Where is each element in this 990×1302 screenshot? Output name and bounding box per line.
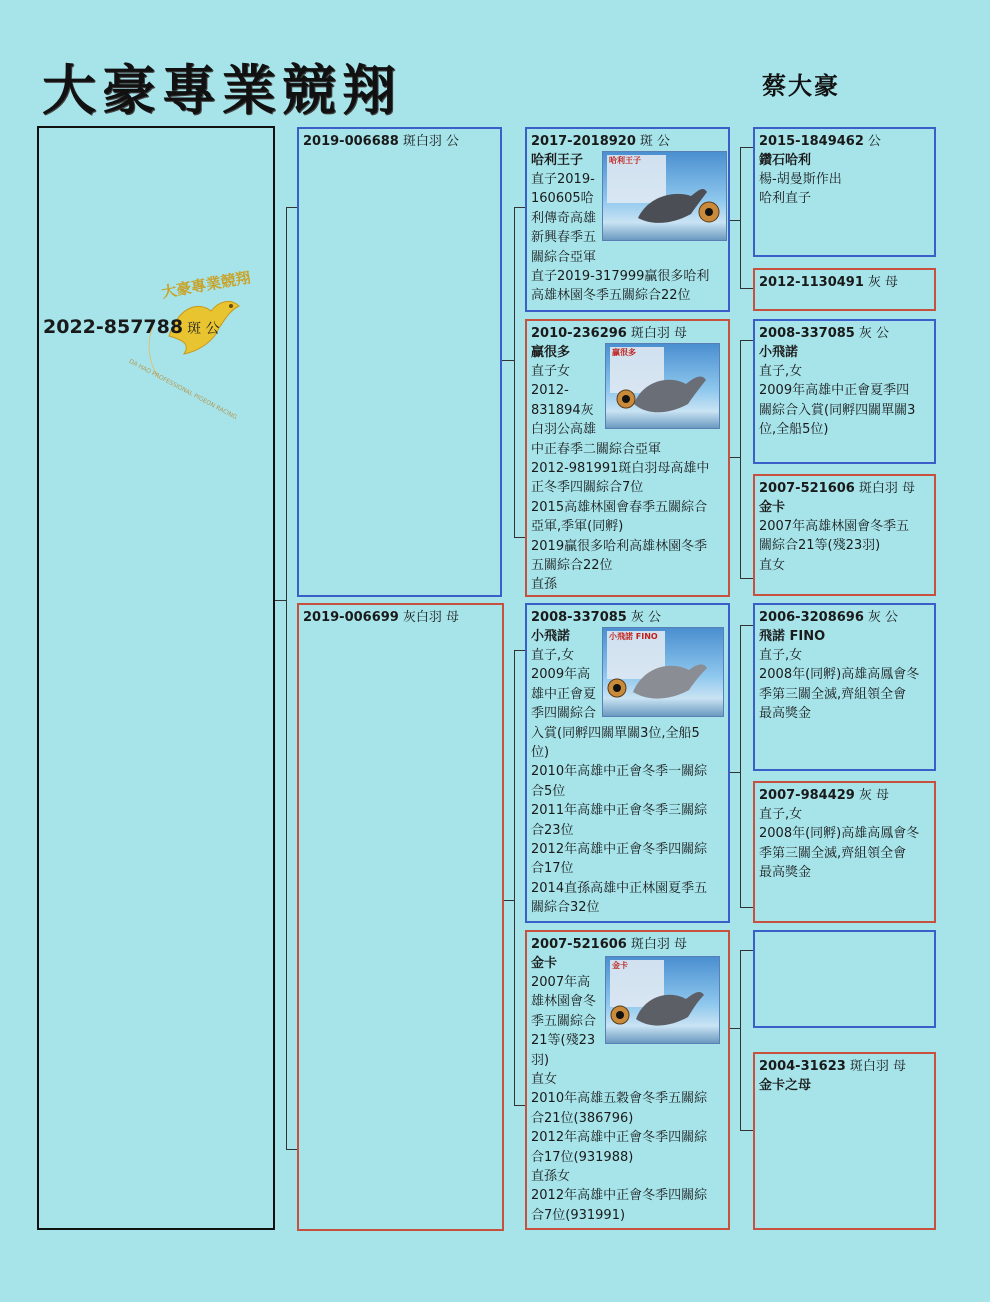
connector (740, 340, 741, 578)
text-line: 2012年高雄中正會冬季四關綜 (531, 1130, 708, 1146)
text-line: 2010年高雄中正會冬季一關綜 (531, 764, 708, 780)
pigeon-photo-icon (603, 628, 724, 717)
text-line: 160605哈 (531, 191, 594, 207)
dam-dam-meta: 斑白羽 母 (630, 937, 687, 952)
dam-dam-photo-label: 金卡 (612, 961, 628, 970)
connector (514, 650, 515, 1105)
ggp-meta: 灰 母 (858, 788, 889, 803)
connector (514, 1105, 525, 1106)
text-line: 直子,女 (759, 364, 803, 379)
connector (504, 900, 514, 901)
text-line: 雄林園會冬 (531, 994, 597, 1010)
text-line: 2007年高 (531, 975, 591, 990)
ggp-box-8 (753, 1052, 936, 1230)
text-line: 直子女 (531, 364, 571, 379)
sire-header (299, 129, 500, 154)
text-line: 位) (531, 745, 550, 761)
sire-ring: 2019-006688 (303, 134, 399, 149)
pigeon-photo-icon (606, 957, 720, 1044)
connector (740, 950, 741, 1130)
text-line: 合21位(386796) (531, 1110, 634, 1126)
subject-header (43, 318, 220, 339)
ggp-name: 金卡 (759, 500, 786, 515)
ggp-lines (759, 517, 930, 575)
text-line: 831894灰 (531, 402, 594, 418)
dam-ring: 2019-006699 (303, 610, 399, 625)
sire-dam-name: 贏很多 (531, 345, 571, 360)
connector (730, 457, 740, 458)
ggp-ring: 2012-1130491 (759, 275, 864, 290)
text-line: 2007年高雄林園會冬季五 (759, 519, 910, 534)
ggp-name: 飛諾 FINO (759, 629, 826, 644)
text-line: 直子2019- (531, 172, 595, 187)
text-line: 季第三關全滅,齊組領全會 (759, 845, 907, 861)
sire-sire-box (525, 127, 730, 312)
sire-dam-photo-label: 贏很多 (612, 348, 636, 357)
ggp-meta: 斑白羽 母 (858, 481, 915, 496)
ggp-name: 金卡之母 (759, 1078, 812, 1093)
dam-sire-meta: 灰 公 (630, 610, 661, 625)
text-line: 直孫女 (531, 1169, 571, 1185)
text-line: 中正春季二關綜合亞軍 (531, 441, 662, 457)
ggp-box-1 (753, 127, 936, 257)
text-line: 直女 (531, 1072, 558, 1088)
ggp-meta: 灰 母 (867, 275, 899, 290)
sire-box (297, 127, 502, 597)
text-line: 直孫 (531, 577, 558, 593)
text-line: 正冬季四關綜合7位 (531, 480, 644, 496)
text-line: 雄中正會夏 (531, 686, 597, 702)
connector (275, 600, 286, 601)
subject-meta: 斑 公 (187, 321, 220, 337)
ggp-meta: 斑白羽 母 (849, 1059, 906, 1074)
ggp-box-2 (753, 268, 936, 311)
connector (740, 288, 753, 289)
subject-ring: 2022-857788 (43, 316, 184, 338)
owner-name: 蔡大豪 (762, 71, 840, 100)
connector (286, 207, 297, 208)
text-line: 直子2019-317999贏很多哈利 (531, 269, 710, 285)
text-line: 2012年高雄中正會冬季四關綜 (531, 1188, 708, 1204)
connector (740, 1130, 753, 1131)
dam-dam-ring: 2007-521606 (531, 937, 627, 952)
text-line: 利傳奇高雄 (531, 210, 597, 226)
sire-dam-photo (605, 343, 720, 429)
text-line: 五關綜合22位 (531, 558, 613, 574)
ggp-ring: 2015-1849462 (759, 134, 864, 149)
text-line: 2009年高雄中正會夏季四 (759, 383, 910, 399)
text-line: 季四關綜合 (531, 706, 597, 722)
subject-box (37, 126, 275, 1230)
ggp-ring: 2006-3208696 (759, 610, 864, 625)
ggp-lines (759, 646, 930, 724)
connector (286, 1149, 297, 1150)
ggp-lines (759, 170, 930, 209)
text-line: 2011年高雄中正會冬季三關綜 (531, 803, 708, 819)
text-line: 2009年高 (531, 667, 591, 683)
sire-dam-meta: 斑白羽 母 (630, 326, 687, 341)
text-line: 關綜合21等(殘23羽) (759, 538, 881, 554)
dam-sire-ring: 2008-337085 (531, 610, 627, 625)
text-line: 2010年高雄五穀會冬季五關綜 (531, 1091, 708, 1107)
text-line: 楊-胡曼斯作出 (759, 172, 842, 187)
connector (740, 147, 753, 148)
connector (730, 772, 740, 773)
text-line: 季五關綜合 (531, 1013, 597, 1029)
text-line: 2015高雄林園會春季五關綜合 (531, 499, 708, 515)
sire-sire-photo-label: 哈利王子 (609, 156, 641, 165)
text-line: 最高獎金 (759, 865, 812, 881)
text-line: 關綜合亞軍 (531, 249, 597, 265)
dam-meta: 灰白羽 母 (402, 610, 459, 625)
ggp-ring: 2007-984429 (759, 788, 855, 803)
connector (740, 625, 753, 626)
sire-sire-photo (602, 151, 727, 241)
text-line: 2019贏很多哈利高雄林園冬季 (531, 538, 708, 554)
ggp-ring: 2007-521606 (759, 481, 855, 496)
dam-header (299, 605, 502, 630)
sire-sire-name: 哈利王子 (531, 153, 584, 168)
connector (740, 950, 753, 951)
connector (740, 625, 741, 907)
ggp-lines (759, 362, 930, 440)
ggp-box-4 (753, 474, 936, 596)
sire-dam-box (525, 319, 730, 597)
pigeon-photo-icon (606, 344, 720, 429)
ggp-name: 鑽石哈利 (759, 153, 812, 168)
text-line: 關綜合入賞(同孵四關單關3 (759, 402, 916, 418)
connector (286, 207, 287, 1149)
sire-dam-ring: 2010-236296 (531, 326, 627, 341)
dam-sire-name: 小飛諾 (531, 629, 571, 644)
dam-sire-photo (602, 627, 724, 717)
text-line: 合17位 (531, 861, 574, 877)
sire-meta: 斑白羽 公 (402, 134, 459, 149)
sire-sire-meta: 斑 公 (639, 134, 671, 149)
text-line: 直子,女 (531, 648, 575, 663)
text-line: 入賞(同孵四關單關3位,全船5 (531, 725, 700, 741)
text-line: 2012-981991斑白羽母高雄中 (531, 461, 710, 477)
text-line: 亞軍,季軍(同孵) (531, 519, 624, 535)
dam-dam-name: 金卡 (531, 956, 558, 971)
text-line: 2012- (531, 383, 569, 399)
dam-sire-box (525, 603, 730, 923)
connector (730, 220, 740, 221)
text-line: 合17位(931988) (531, 1149, 634, 1165)
text-line: 直女 (759, 557, 786, 573)
connector (514, 207, 515, 537)
text-line: 新興春季五 (531, 230, 597, 246)
connector (730, 1028, 740, 1029)
ggp-box-6 (753, 781, 936, 923)
connector (514, 207, 525, 208)
logo-ring-text: DA HAO PROFESSIONAL PIGEON RACING (127, 358, 239, 422)
page-title: 大豪專業競翔 (42, 58, 402, 122)
text-line: 直子,女 (759, 807, 803, 822)
sire-sire-ring: 2017-2018920 (531, 134, 636, 149)
logo-brand-text: 大豪專業競翔 (160, 268, 252, 302)
text-line: 合5位 (531, 783, 566, 799)
ggp-box-3 (753, 319, 936, 464)
text-line: 2008年(同孵)高雄高鳳會冬 (759, 826, 920, 842)
ggp-ring: 2008-337085 (759, 326, 855, 341)
text-line: 合23位 (531, 822, 574, 838)
dam-box (297, 603, 504, 1231)
connector (740, 907, 753, 908)
text-line: 高雄林園冬季五關綜合22位 (531, 288, 691, 304)
text-line: 21等(殘23 (531, 1033, 596, 1049)
text-line: 羽) (531, 1052, 550, 1068)
text-line: 白羽公高雄 (531, 422, 597, 438)
connector (514, 537, 525, 538)
text-line: 合7位(931991) (531, 1207, 626, 1223)
text-line: 2008年(同孵)高雄高鳳會冬 (759, 667, 920, 683)
connector (740, 578, 753, 579)
pigeon-photo-icon (603, 152, 727, 241)
text-line: 季第三關全滅,齊組領全會 (759, 686, 907, 702)
text-line: 位,全船5位) (759, 422, 829, 438)
text-line: 2012年高雄中正會冬季四關綜 (531, 842, 708, 858)
text-line: 關綜合32位 (531, 900, 600, 916)
ggp-meta: 灰 公 (867, 610, 899, 625)
ggp-ring: 2004-31623 (759, 1059, 846, 1074)
connector (740, 147, 741, 288)
ggp-name: 小飛諾 (759, 345, 799, 360)
text-line: 最高獎金 (759, 706, 812, 722)
connector (514, 650, 525, 651)
ggp-box-7 (753, 930, 936, 1028)
ggp-lines (759, 805, 930, 883)
connector (740, 340, 753, 341)
ggp-meta: 公 (867, 134, 881, 149)
dam-dam-box (525, 930, 730, 1230)
ggp-meta: 灰 公 (858, 326, 889, 341)
text-line: 哈利直子 (759, 191, 812, 207)
dam-dam-photo (605, 956, 720, 1044)
ggp-box-5 (753, 603, 936, 771)
connector (502, 360, 514, 361)
text-line: 直子,女 (759, 648, 803, 663)
dam-sire-photo-label: 小飛諾 FINO (609, 632, 658, 641)
text-line: 2014直孫高雄中正林園夏季五 (531, 880, 708, 896)
